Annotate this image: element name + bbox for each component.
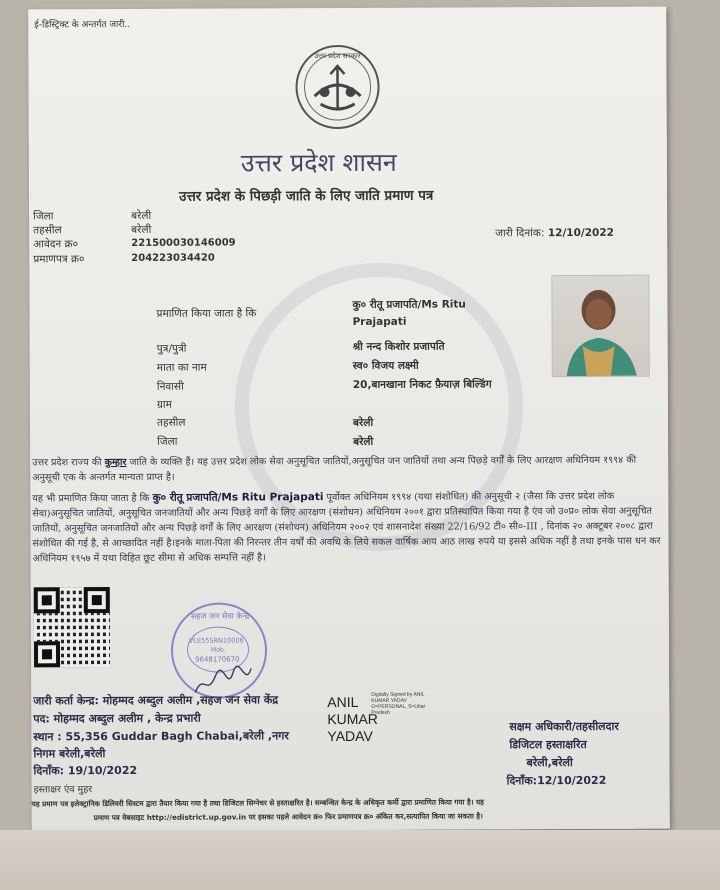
certificate-no-label: प्रमाणपत्र क्र० xyxy=(33,253,85,266)
paragraph-caste xyxy=(32,453,662,486)
authority-place: बरेली,बरेली xyxy=(526,756,573,770)
applicant-photo xyxy=(551,275,649,377)
p1-text-a: उत्तर प्रदेश राज्य की xyxy=(32,457,105,469)
issuer-place-line1: स्थान : 55,356 Guddar Bagh Chabai,बरेली ,नगर xyxy=(33,729,289,744)
person-photo-icon xyxy=(552,276,648,376)
detail-district-value: बरेली xyxy=(353,435,374,448)
paragraph-certification xyxy=(32,489,662,567)
authority-sign: डिजिटल हस्ताक्षरित xyxy=(509,737,587,752)
sig-detail-3: O=PERSONAL, S=Uttar xyxy=(371,703,426,710)
applicant-name-line1: कु० रीतू प्रजापति/Ms Ritu xyxy=(352,298,466,311)
stamp-phone: 9648170670 xyxy=(195,655,240,664)
signer-line1: ANIL xyxy=(327,693,359,711)
p1-text-b: जाति के व्यक्ति हैं। यह उत्तर प्रदेश लोक सेवा अनुसूचित जातियों,अनुसूचित जन जातियों तथा अन्य पिछड़े वर्गों के लिए आरक्षण अधिनियम १९९४ की अनुसूची एक के अन्तर्गत मान्यता प्राप्त है। xyxy=(32,454,637,484)
meta-district-label: जिला xyxy=(33,210,54,223)
detail-tehsil-label: तहसील xyxy=(156,416,186,429)
caste-name: कुम्हार xyxy=(104,456,127,469)
meta-district-value: बरेली xyxy=(131,209,152,222)
resident-label: निवासी xyxy=(156,380,184,393)
table-surface xyxy=(0,830,720,890)
stamp-ring-text: सहज जन सेवा केन्द्र xyxy=(190,611,250,621)
digital-signature-details xyxy=(371,692,425,716)
qr-finder-icon xyxy=(34,641,60,667)
certificate-title: उत्तर प्रदेश के पिछड़ी जाति के लिए जाति प्रमाण पत्र xyxy=(178,187,434,205)
mother-label: माता का नाम xyxy=(156,361,207,374)
sig-detail-4: Pradesh xyxy=(371,709,390,716)
village-label: ग्राम xyxy=(156,398,172,411)
authority-title: सक्षम अधिकारी/तहसीलदार xyxy=(509,719,619,734)
issuer-center: जारी कर्ता केन्द्र: मोहम्मद अब्दुल अलीम ,सहज जन सेवा केंद्र xyxy=(33,693,279,708)
qr-code-icon xyxy=(34,587,110,667)
p2-applicant-name: कु० रीतू प्रजापति/Ms Ritu Prajapati xyxy=(152,491,324,504)
application-number: 221500030146009 xyxy=(131,237,236,249)
sign-and-seal-note: हस्ताक्षर एंव मुहर xyxy=(33,784,93,796)
certificate-sheet xyxy=(28,7,670,832)
issue-date-value: 12/10/2022 xyxy=(547,226,614,240)
issue-date xyxy=(495,226,614,241)
issue-date-label: जारी दिनांक: xyxy=(495,227,545,240)
p2-text-a: यह भी प्रमाणित किया जाता है कि xyxy=(32,492,153,505)
p2-text-b: पूर्वोक्त अधिनियम १९९४ (यथा संशोधित) की अनुसूची २ (जैसा कि उत्तर प्रदेश लोक सेवा)अनुसूचित जातियों, अनुसूचित जनजातियों और अन्य पिछड़े वर्गों के लिए आरक्षण (संशोधन) अधिनियम २००१ द्वारा प्रतिस्थापित किया गया है एंव जो उ०प्र० लोक सेवा अनुसूचित जातियों, अनुसूचित जनजातियों और अन्य पिछड़े वर्गों के लिए आरक्षण (संशोधन) अधिनियम २००२ एवं शासनादेश संख्या 22/16/92 टी० सी०-III , दिनांक २० अक्टूबर २००८ द्वारा संशोधित की गई है, से आच्छादित नहीं है।इनके माता-पिता की निरन्तर तीन वर्षों की अवधि के लिये सकल वार्षिक आय आठ लाख रुपये या इससे अधिक नहीं है तथा इनके पास धन कर अधिनियम १९५७ में यथा विहित छूट सीमा से अधिक सम्पत्ति नहीं है। xyxy=(32,490,661,565)
sig-detail-2: KUMAR YADAV xyxy=(371,697,407,704)
issuer-date: दिनाँक: 19/10/2022 xyxy=(33,763,138,778)
detail-district-label: जिला xyxy=(157,435,178,448)
authority-date: दिनाँक:12/10/2022 xyxy=(506,773,607,788)
certified-label: प्रमाणित किया जाता है कि xyxy=(156,307,257,320)
stamp-mob: Mob. xyxy=(210,646,226,654)
signer-line2: KUMAR xyxy=(327,710,378,728)
signer-line3: YADAV xyxy=(327,727,373,745)
government-title: उत्तर प्रदेश शासन xyxy=(240,147,397,178)
footer-line2: प्रमाण पत्र वेबसाइट http://edistrict.up.gov.in पर इसका पहले आवेदन क्र० फिर प्रमाणपत्र क्र० अंकित कर,सत्यापित किया जा सकता है। xyxy=(93,811,483,823)
footer-line1: यह प्रमाण पत्र इलेक्ट्रानिक डिलिवरी सिस्टम द्वारा तैयार किया गया है तथा डिजिटल सिग्नेचर से हस्ताक्षरित है। सम्बन्धित केन्द्र के अधिकृत कर्मी द्वारा प्रमाणित किया गया है। यह xyxy=(31,797,485,809)
top-note: ई-डिस्ट्रिक्ट के अन्तर्गत जारी.. xyxy=(34,19,131,31)
issuer-post: पद: मोहम्मद अब्दुल अलीम , केन्द्र प्रभारी xyxy=(33,711,201,726)
resident-address: 20,बानखाना निकट फ़ैयाज़ बिल्डिंग xyxy=(352,378,492,391)
emblem-text: उत्तर प्रदेश सरकार xyxy=(314,51,361,61)
father-name: श्री नन्द किशोर प्रजापति xyxy=(352,340,445,353)
applicant-name-line2: Prajapati xyxy=(352,315,407,328)
meta-tehsil-label: तहसील xyxy=(33,224,62,237)
issuer-place-line2: निगम बरेली,बरेली xyxy=(33,747,106,761)
certificate-number: 204223034420 xyxy=(131,252,215,264)
mother-name: स्व० विजय लक्ष्मी xyxy=(352,359,419,372)
stamp-id: VLE55SRN10006 xyxy=(188,636,244,645)
meta-tehsil-value: बरेली xyxy=(131,223,152,236)
qr-finder-icon xyxy=(34,587,60,613)
center-stamp xyxy=(171,602,267,698)
sig-detail-1: Digitally Signed by ANIL xyxy=(371,691,425,698)
qr-finder-icon xyxy=(84,587,110,613)
application-label: आवेदन क्र० xyxy=(33,238,79,251)
detail-tehsil-value: बरेली xyxy=(352,416,374,429)
son-daughter-label: पुत्र/पुत्री xyxy=(156,342,187,355)
